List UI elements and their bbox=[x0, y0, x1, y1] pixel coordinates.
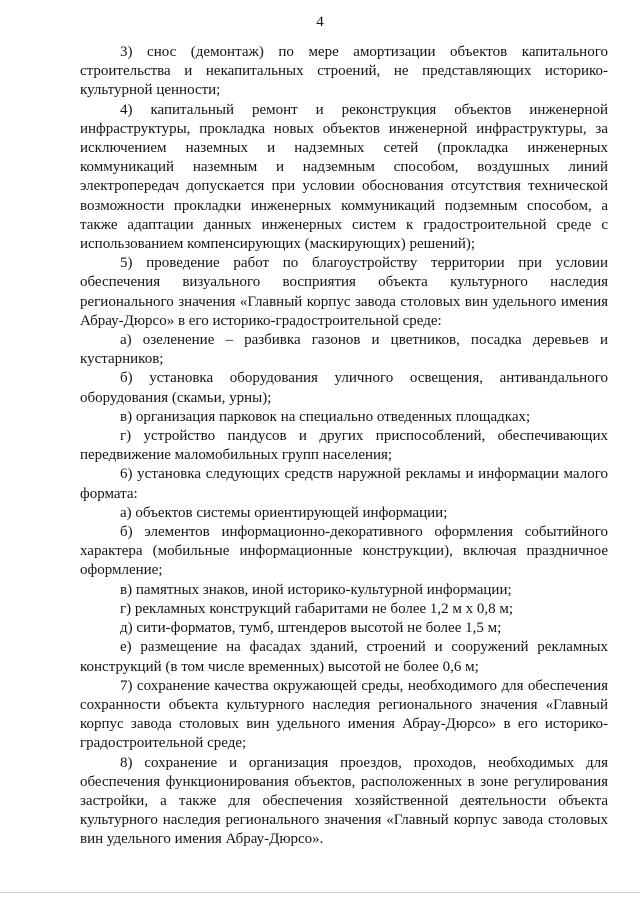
paragraph-item-5: 5) проведение работ по благоустройству территории при условии обеспечения визуального восприятия объекта культурного наследия регионального значения «Главный корпус завода столовых вин удельного имения Абрау-Дюрсо» в его историко-градостроительной среде: bbox=[80, 255, 608, 329]
paragraph-item-8: 8) сохранение и организация проездов, проходов, необходимых для обеспечения функционирования объектов, расположенных в зоне регулирования застройки, а также для обеспечения хозяйственной деятельности объекта культурного наследия регионального значения «Главный корпус завода столовых вин удельного имения Абрау-Дюрсо». bbox=[80, 754, 608, 848]
paragraph-subitem-6g: г) рекламных конструкций габаритами не более 1,2 м х 0,8 м; bbox=[120, 600, 514, 617]
paragraph-subitem-6v: в) памятных знаков, иной историко-культурной информации; bbox=[120, 581, 512, 598]
paragraph-subitem-5a: а) озеленение – разбивка газонов и цветников, посадка деревьев и кустарников; bbox=[80, 332, 608, 368]
document-body bbox=[80, 43, 608, 850]
paragraph-subitem-6d: д) сити-форматов, тумб, штендеров высотой не более 1,5 м; bbox=[120, 620, 502, 637]
paragraph-subitem-6b: б) элементов информационно-декоративного оформления событийного характера (мобильные информационные конструкции), включая праздничное оформление; bbox=[80, 524, 608, 579]
paragraph-item-6: 6) установка следующих средств наружной рекламы и информации малого формата: bbox=[80, 466, 608, 502]
paragraph-subitem-5v: в) организация парковок на специально отведенных площадках; bbox=[120, 408, 531, 425]
paragraph-item-7: 7) сохранение качества окружающей среды, необходимого для обеспечения сохранности объекта культурного наследия регионального значения «Главный корпус завода столовых вин удельного имения Абрау-Дюрсо» в его историко-градостроительной среде; bbox=[80, 677, 608, 752]
page-bottom-divider bbox=[0, 892, 640, 893]
paragraph-subitem-6e: е) размещение на фасадах зданий, строений и сооружений рекламных конструкций (в том числе временных) высотой не более 0,6 м; bbox=[80, 639, 608, 675]
paragraph-subitem-6a: а) объектов системы ориентирующей информации; bbox=[120, 504, 448, 521]
paragraph-item-3: 3) снос (демонтаж) по мере амортизации объектов капитального строительства и некапитальных строений, не представляющих историко-культурной ценности; bbox=[80, 44, 608, 99]
paragraph-subitem-5b: б) установка оборудования уличного освещения, антивандального оборудования (скамьи, урны); bbox=[80, 370, 608, 406]
page-number: 4 bbox=[316, 14, 324, 30]
paragraph-item-4: 4) капитальный ремонт и реконструкция объектов инженерной инфраструктуры, прокладка новых объектов инженерной инфраструктуры, за исключением наземных и надземных сетей (прокладка инженерных коммуникаций наземным и надземным способом, воздушных линий электропередач допускается при условии обоснования отсутствия технической возможности прокладки инженерных коммуникаций подземным способом, а также адаптации данных инженерных систем к градостроительной среде с использованием компенсирующих (маскирующих) решений); bbox=[80, 101, 608, 253]
paragraph-subitem-5g: г) устройство пандусов и других приспособлений, обеспечивающих передвижение маломобильных групп населения; bbox=[80, 428, 608, 464]
